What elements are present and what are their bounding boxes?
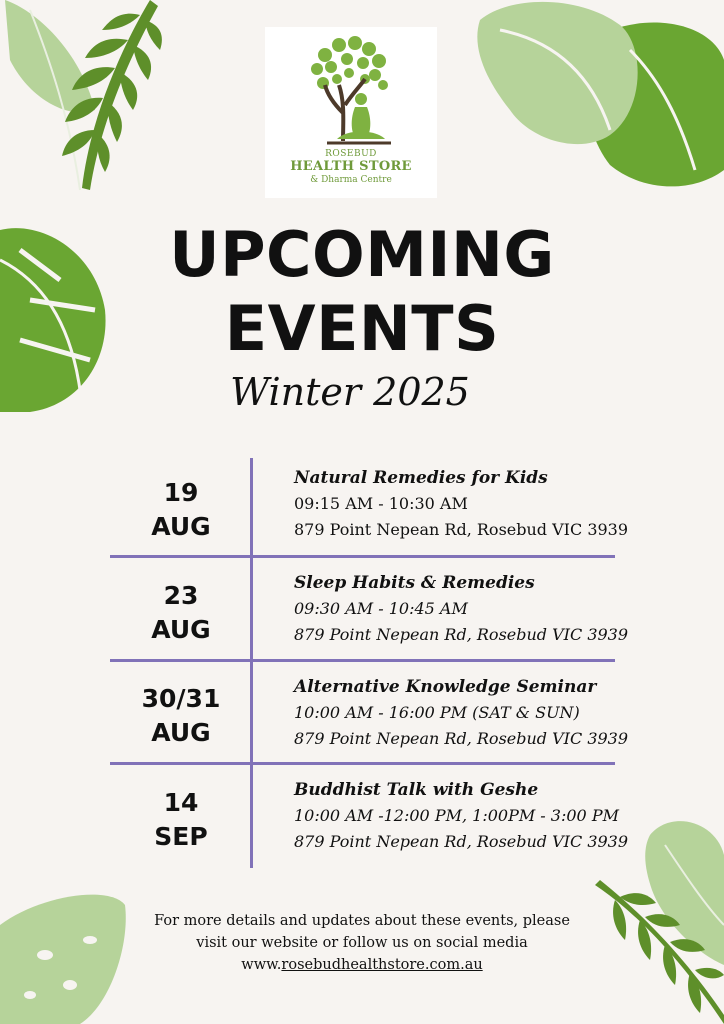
website-prefix[interactable]: www. (241, 957, 282, 973)
event-month: SEP (154, 822, 208, 851)
event-address: 879 Point Nepean Rd, Rosebud VIC 3939 (294, 832, 629, 851)
event-name: Natural Remedies for Kids (294, 468, 548, 488)
event-address: 879 Point Nepean Rd, Rosebud VIC 3939 (294, 729, 629, 748)
event-time: 10:00 AM - 16:00 PM (SAT & SUN) (294, 703, 580, 722)
event-date (110, 579, 252, 647)
event-name: Buddhist Talk with Geshe (294, 780, 539, 800)
title-upcoming: UPCOMING (169, 218, 555, 291)
website-link[interactable]: rosebudhealthstore.com.au (281, 957, 483, 973)
event-details (294, 674, 628, 752)
event-day: 23 (163, 581, 199, 610)
event-details (294, 570, 628, 648)
event-details (294, 777, 628, 855)
title-events: EVENTS (224, 292, 500, 365)
store-logo (265, 27, 437, 198)
event-time: 09:30 AM - 10:45 AM (294, 599, 468, 618)
subtitle-season: Winter 2025 (230, 370, 470, 414)
tree-meditation-logo-icon (303, 33, 399, 147)
event-name: Sleep Habits & Remedies (294, 573, 535, 593)
footer-text-line1: For more details and updates about these events, please (154, 913, 570, 929)
event-day: 30/31 (141, 684, 221, 713)
event-address: 879 Point Nepean Rd, Rosebud VIC 3939 (294, 625, 629, 644)
logo-text-rosebud: ROSEBUD (325, 149, 377, 159)
monstera-leaf-icon (470, 0, 724, 195)
palm-frond-icon (0, 0, 180, 200)
event-day: 19 (163, 478, 199, 507)
footer-website[interactable] (0, 954, 724, 976)
event-month: AUG (151, 718, 211, 747)
footer-text-line2: visit our website or follow us on social media (196, 935, 528, 951)
event-address: 879 Point Nepean Rd, Rosebud VIC 3939 (294, 520, 629, 539)
event-details (294, 465, 628, 543)
logo-text-health-store: HEALTH STORE (290, 159, 412, 174)
table-row-divider (110, 555, 615, 558)
event-date (110, 682, 252, 750)
event-date (110, 786, 252, 854)
event-time: 09:15 AM - 10:30 AM (294, 494, 468, 513)
logo-text-dharma-centre: & Dharma Centre (310, 175, 392, 185)
event-name: Alternative Knowledge Seminar (294, 677, 597, 697)
event-month: AUG (151, 512, 211, 541)
event-date (110, 476, 252, 544)
table-row-divider (110, 762, 615, 765)
event-month: AUG (151, 615, 211, 644)
table-row-divider (110, 659, 615, 662)
event-day: 14 (163, 788, 199, 817)
event-time: 10:00 AM -12:00 PM, 1:00PM - 3:00 PM (294, 806, 619, 825)
